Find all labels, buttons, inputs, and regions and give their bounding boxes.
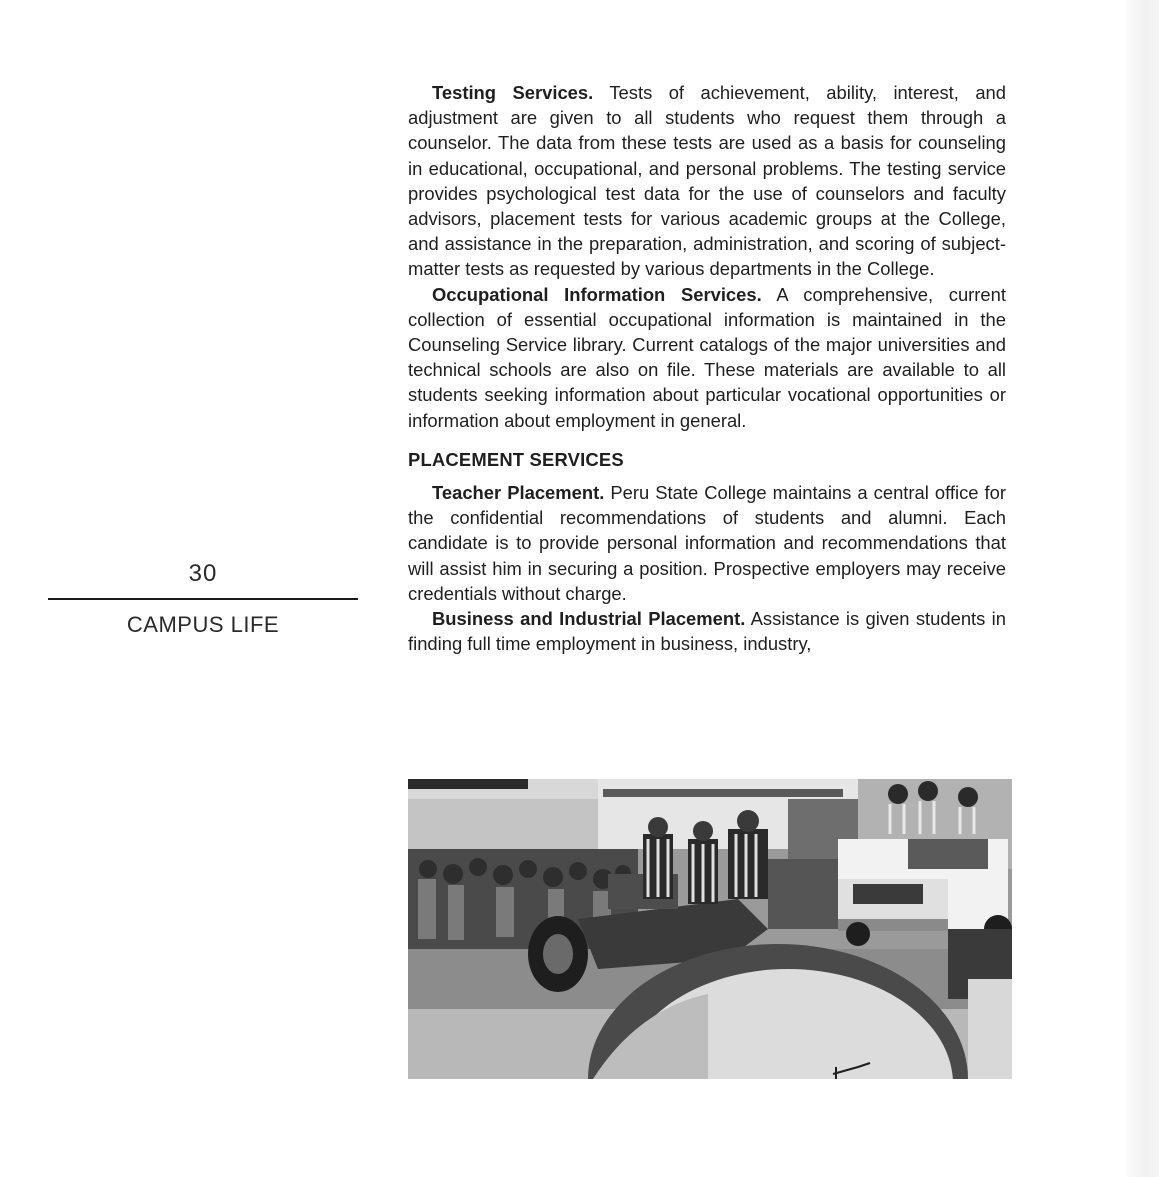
paragraph-lead: Teacher Placement. — [432, 482, 605, 504]
paragraph-occupational-information — [408, 282, 1006, 433]
paragraph-lead: Business and Industrial Placement. — [432, 608, 746, 630]
paragraph-lead: Testing Services. — [432, 82, 594, 103]
paragraph-business-placement — [408, 606, 1006, 656]
parade-photo — [408, 779, 1012, 1079]
margin-label — [48, 560, 358, 638]
paragraph-body: Assistance is given students in finding full time employment in business, industry, — [408, 608, 1006, 655]
page-edge-shadow — [1126, 0, 1159, 1177]
page-number: 30 — [188, 560, 218, 587]
paragraph-testing-services — [408, 80, 1006, 282]
paragraph-lead: Occupational Information Services. — [432, 283, 762, 305]
parade-photo-illustration — [408, 779, 1012, 1079]
paragraph-body: Peru State College maintains a central office for the confidential recommendations of students and alumni. Each candidate is to provide personal information and recommendations that will assist him in securing a position. Prospective employers may receive credentials without charge. — [408, 482, 1007, 604]
paragraph-body: A comprehensive, current collection of essential occupational information is maintained in the Counseling Service library. Current catalogs of the major universities and technical schools are also on file. These materials are available to all students seeking information about particular vocational opportunities or information about employment in general. — [408, 283, 1006, 431]
section-label: CAMPUS LIFE — [126, 612, 280, 637]
divider-rule — [48, 598, 358, 600]
section-heading: PLACEMENT SERVICES — [408, 448, 624, 470]
paragraph-body: Tests of achievement, ability, interest, and adjustment are given to all students who request them through a counselor. The data from these tests are used as a basis for counseling in educational, occupational, and personal problems. The testing service provides psychological test data for the use of counselors and faculty advisors, placement tests for various academic groups at the College, and assistance in the preparation, administration, and scoring of subject-matter tests as requested by various departments in the College. — [408, 82, 1006, 280]
riders-shape — [643, 810, 768, 904]
paragraph-teacher-placement — [408, 480, 1006, 606]
body-text-column — [408, 80, 1006, 656]
